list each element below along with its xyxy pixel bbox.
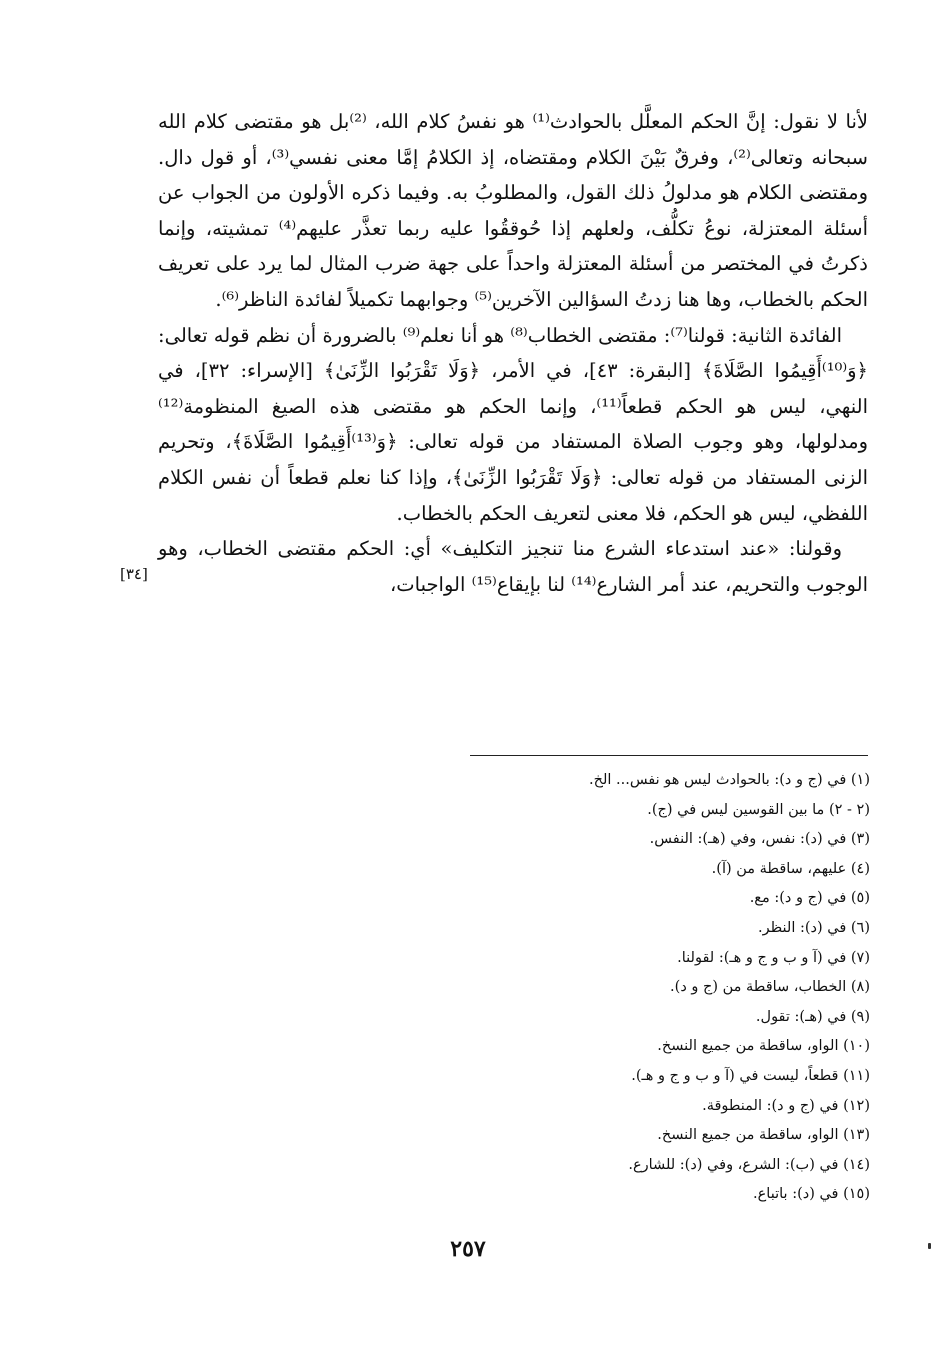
footnote: (٦) في (د): النظر. <box>758 919 870 936</box>
footnote: (٢ - ٢) ما بين القوسين ليس في (ج). <box>647 801 870 818</box>
footnote: (٥) في (ج و د): مع. <box>749 890 870 907</box>
scan-edge-mark <box>928 1243 931 1249</box>
footnote: (٨) الخطاب، ساقطة من (ج و د). <box>670 979 870 996</box>
paragraph: لأنا لا نقول: إنَّ الحكم المعلَّل بالحوادث⁽¹⁾ هو نفسُ كلام الله، ⁽²⁾بل هو مقتضى كلام الله سبحانه وتعالى⁽²⁾، وفرقٌ بَيْنَ الكلام ومقتضاه، إذ الكلامُ إمَّا معنى نفسي⁽³⁾، أو قول دال. ومقتضى الكلام هو مدلولُ ذلك القول، والمطلوبُ به. وفيما ذكره الأولون من الجواب عن أسئلة المعتزلة، نوعُ تكلُّف، ولعلهم إذا حُوققُوا عليه ربما تعذَّر عليهم⁽⁴⁾ تمشيته، وإنما ذكرتُ في المختصر من أسئلة المعتزلة واحداً على جهة ضرب المثال لما يرد على تعريف الحكم بالخطاب، وها هنا زدتُ السؤالين الآخرين⁽⁵⁾ وجوابهما تكميلاً لفائدة الناظر⁽⁶⁾. <box>158 110 868 311</box>
main-text <box>158 104 868 602</box>
margin-page-reference: [٣٤] <box>120 565 148 583</box>
footnote: (٤) عليهم، ساقطة من (آ). <box>711 860 870 877</box>
footnotes <box>450 766 870 1210</box>
paragraph: الفائدة الثانية: قولنا⁽⁷⁾: مقتضى الخطاب⁽⁸⁾ هو أنا نعلم⁽⁹⁾ بالضرورة أن نظم قوله تعالى: ﴿وَ⁽¹⁰⁾أَقِيمُوا الصَّلَاةَ﴾ [البقرة: ٤٣]، في الأمر، ﴿وَلَا تَقْرَبُوا الزِّنَىٰ﴾ [الإسراء: ٣٢]، في النهي، ليس هو الحكم قطعاً⁽¹¹⁾، وإنما الحكم هو مقتضى هذه الصيغ المنظومة⁽¹²⁾ ومدلولها، وهو وجوب الصلاة المستفاد من قوله تعالى: ﴿وَ⁽¹³⁾أَقِيمُوا الصَّلَاةَ﴾، وتحريم الزنى المستفاد من قوله تعالى: ﴿وَلَا تَقْرَبُوا الزِّنَىٰ﴾، وإذا كنا نعلم قطعاً أن نفس الكلام اللفظي، ليس هو الحكم، فلا معنى لتعريف الحكم بالخطاب. <box>158 323 869 525</box>
footnote: (٧) في (آ و ب و ج و هـ): لقولنا. <box>677 949 870 966</box>
page-number: ٢٥٧ <box>450 1236 486 1262</box>
footnote: (٩) في (هـ): تقول. <box>755 1008 870 1025</box>
footnote: (١٤) في (ب): الشرع، وفي (د): للشارع. <box>628 1156 870 1173</box>
footnote: (١٢) في (ج و د): المنطوقة. <box>702 1097 870 1114</box>
footnote: (١) في (ج و د): بالحوادث ليس هو نفس... الخ. <box>588 772 870 788</box>
footnote: (١٣) الواو، ساقطة من جميع النسخ. <box>657 1127 870 1144</box>
footnote: (١٠) الواو، ساقطة من جميع النسخ. <box>657 1038 870 1055</box>
footnote: (١١) قطعاً، ليست في (آ و ب و ج و هـ). <box>631 1067 870 1084</box>
footnote-separator <box>470 755 868 756</box>
footnote: (٣) في (د): نفس، وفي (هـ): النفس. <box>649 831 870 848</box>
footnote: (١٥) في (د): باتباع. <box>753 1186 870 1203</box>
paragraph: وقولنا: «عند استدعاء الشرع منا تنجيز التكليف» أي: الحكم مقتضى الخطاب، وهو الوجوب والتحريم، عند أمر الشارع⁽¹⁴⁾ لنا بإيقاع⁽¹⁵⁾ الواجبات، <box>158 537 868 596</box>
